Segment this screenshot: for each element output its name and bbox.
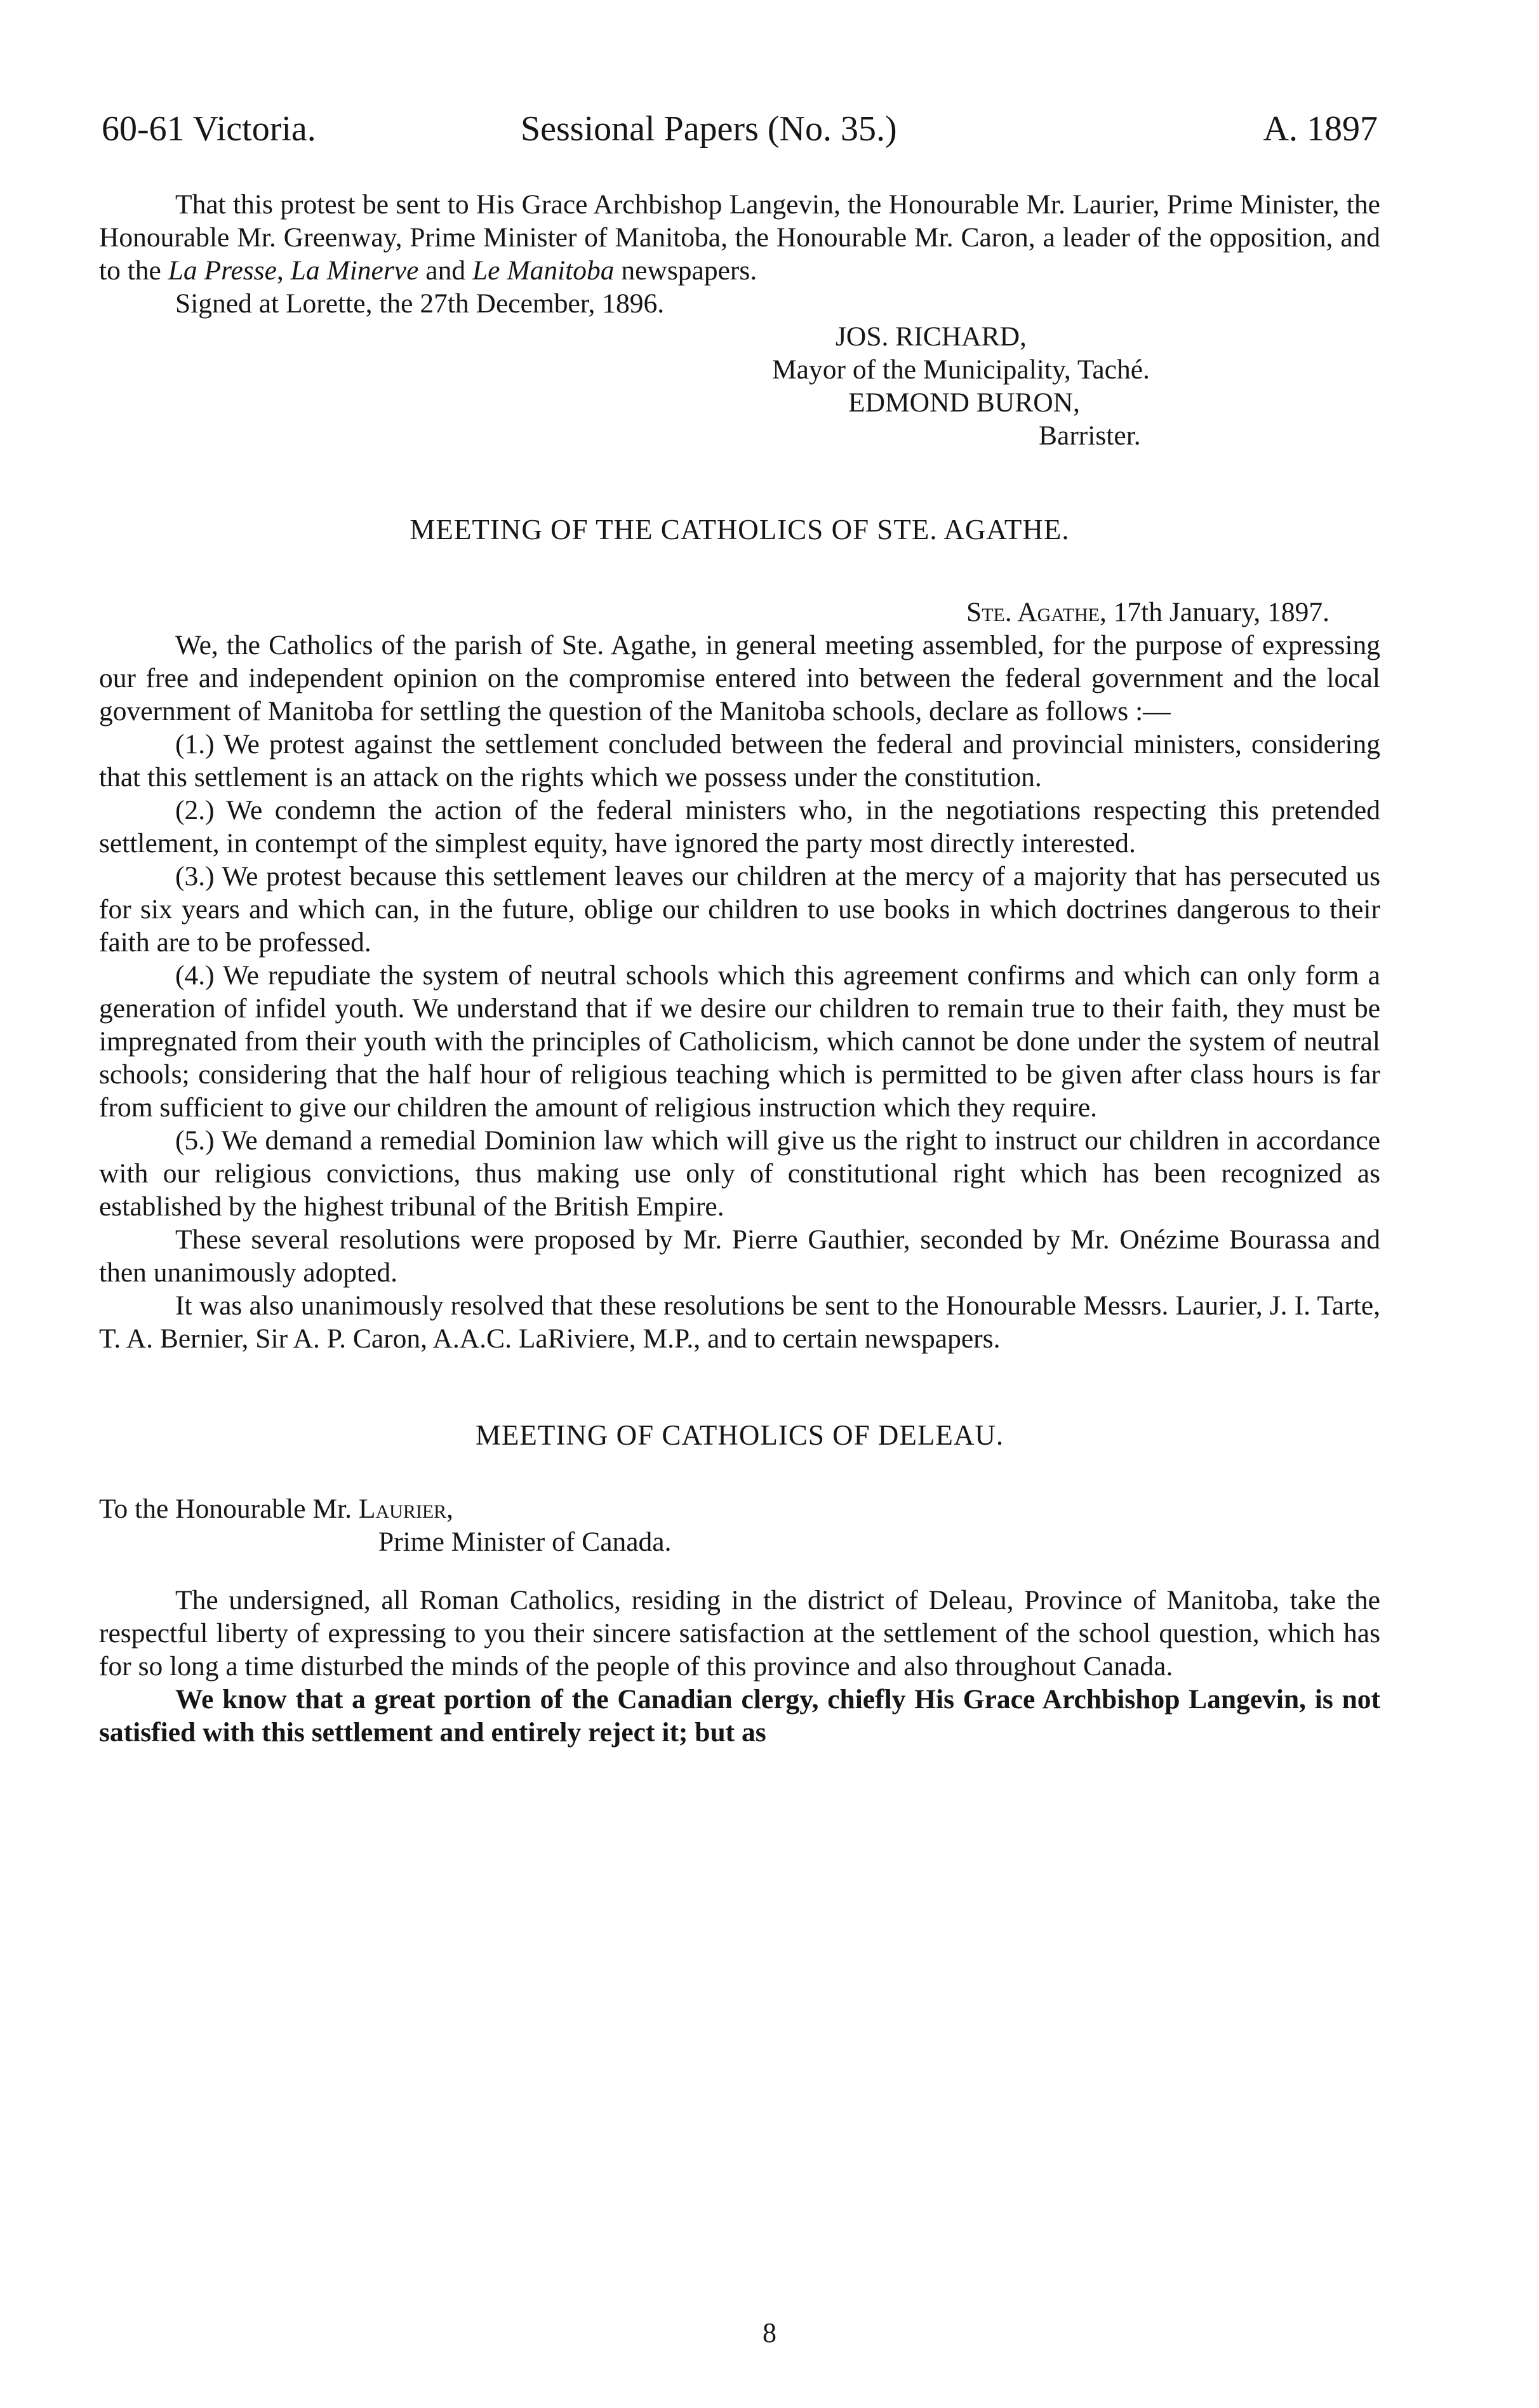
addressee-title: Prime Minister of Canada. [378, 1527, 672, 1557]
resolved-paragraph: It was also unanimously resolved that these resolutions be sent to the Honourable Messrs. Laurier, J. I. Tarte, T. A. Bernier, Sir A. P. Caron, A.A.C. LaRiviere, M.P., and to certain newspapers. [99, 1290, 1380, 1354]
proposed-paragraph: These several resolutions were proposed by Mr. Pierre Gauthier, seconded by Mr. Onézime Bourassa and then unanimously adopted. [99, 1224, 1380, 1288]
deleau-paragraph-2: We know that a great portion of the Canadian clergy, chiefly His Grace Archbishop Langevin, is not satisfied with this settlement and entirely reject it; but as [99, 1684, 1380, 1748]
section-heading-ste-agathe: MEETING OF THE CATHOLICS OF STE. AGATHE. [410, 514, 1070, 545]
deleau-paragraph-1: The undersigned, all Roman Catholics, residing in the district of Deleau, Province of Manitoba, take the respectful liberty of expressing to you their sincere satisfaction at the settlement of the school question, which has for so long a time disturbed the minds of the people of this province and also throughout Canada. [99, 1585, 1380, 1682]
protest-text-end: newspapers. [614, 255, 757, 286]
place-date [99, 596, 1380, 629]
section-heading-deleau: MEETING OF CATHOLICS OF DELEAU. [475, 1419, 1004, 1451]
signature-block [99, 320, 1380, 452]
separator: and [418, 255, 472, 286]
page-number: 8 [763, 2317, 776, 2348]
meeting-date: , 17th January, 1897. [1099, 597, 1329, 627]
header-title: Sessional Papers (No. 35.) [521, 109, 897, 149]
resolution-4: (4.) We repudiate the system of neutral schools which this agreement confirms and which can only form a generation of infidel youth. We understand that if we desire our children to remain true to their faith, they must be impregnated from their youth with the principles of Catholicism, which cannot be done under the system of neutral schools; considering that the half hour of religious teaching which is permitted to be given after class hours is far from sufficient to give our children the amount of religious instruction which they require. [99, 960, 1380, 1123]
agathe-intro: We, the Catholics of the parish of Ste. Agathe, in general meeting assembled, for the purpose of expressing our free and independent opinion on the compromise entered into between the federal government and the local government of Manitoba for settling the question of the Manitoba schools, declare as follows :— [99, 630, 1380, 726]
page-body [99, 188, 1380, 1749]
protest-paragraph [99, 188, 1380, 287]
protest-text: That this protest be sent to His Grace Archbishop Langevin, the Honourable Mr. Laurier, Prime Minister, the Honourable Mr. Greenway, Prime Minister of Manitoba, the Honourable Mr. Caron, a leader of the opposition, and to the [99, 189, 1380, 286]
addressee-name: Laurier [358, 1494, 447, 1524]
signatory-title-mayor: Mayor of the Municipality, Taché. [772, 354, 1150, 385]
resolution-5: (5.) We demand a remedial Dominion law which will give us the right to instruct our children in accordance with our religious convictions, thus making use only of constitutional right which has been recognized as established by the highest tribunal of the British Empire. [99, 1125, 1380, 1222]
separator: , [276, 255, 291, 286]
newspaper-la-minerve: La Minerve [290, 255, 419, 286]
newspaper-le-manitoba: Le Manitoba [472, 255, 615, 286]
signatory-name-richard: JOS. RICHARD, [836, 321, 1027, 352]
address-prefix: To the Honourable Mr. [99, 1494, 359, 1524]
address-suffix: , [446, 1494, 454, 1524]
signatory-title-barrister: Barrister. [1039, 420, 1141, 451]
resolution-1: (1.) We protest against the settlement concluded between the federal and provincial ministers, considering that this settlement is an attack on the rights which we possess under the constitution. [99, 729, 1380, 793]
header-session: 60-61 Victoria. [102, 109, 316, 149]
header-year: A. 1897 [1263, 109, 1378, 149]
signatory-name-buron: EDMOND BURON, [848, 387, 1080, 418]
running-header [102, 100, 1378, 157]
newspaper-la-presse: La Presse [168, 255, 277, 286]
resolution-2: (2.) We condemn the action of the federal ministers who, in the negotiations respecting this pretended settlement, in contempt of the simplest equity, have ignored the party most directly interested. [99, 795, 1380, 859]
place-name: Ste. Agathe [966, 597, 1100, 627]
address-line [99, 1492, 1380, 1525]
signed-line: Signed at Lorette, the 27th December, 1896. [175, 288, 665, 319]
resolution-3: (3.) We protest because this settlement leaves our children at the mercy of a majority that has persecuted us for six years and which can, in the future, oblige our children to use books in which doctrines dangerous to their faith are to be professed. [99, 861, 1380, 958]
